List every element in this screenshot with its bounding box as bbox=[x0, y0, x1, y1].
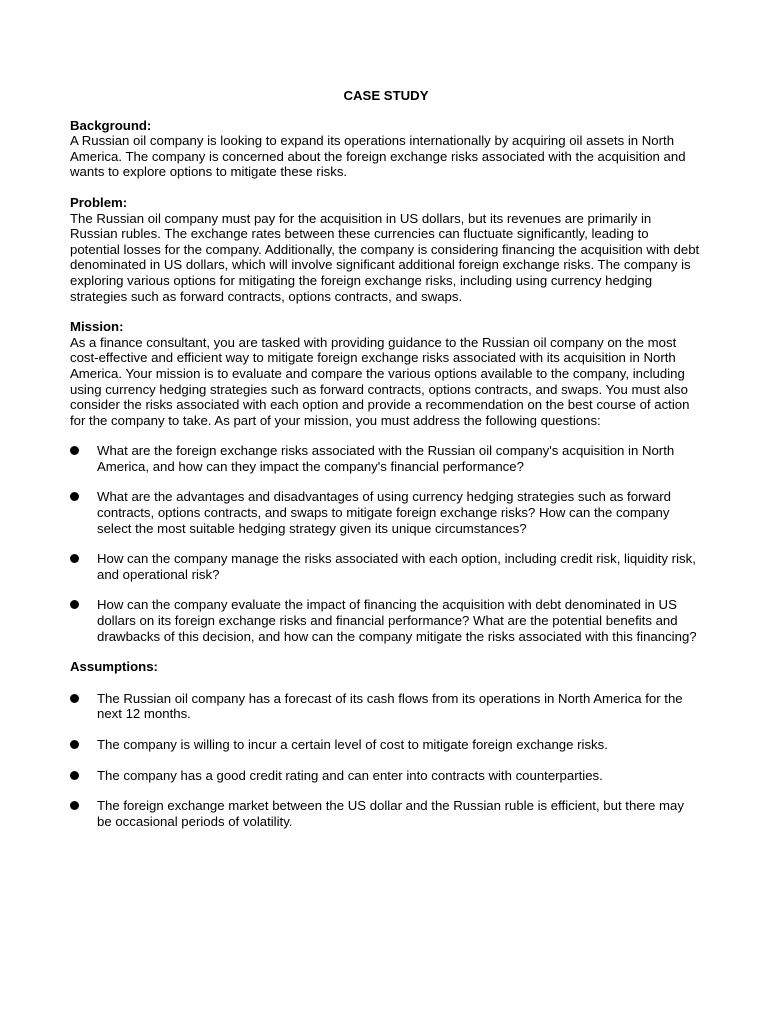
assumption-text: The company is willing to incur a certain level of cost to mitigate foreign exchange risks. bbox=[97, 737, 608, 752]
mission-questions-list bbox=[70, 443, 702, 644]
list-item bbox=[70, 691, 702, 722]
bullet-icon bbox=[70, 801, 79, 810]
bullet-icon bbox=[70, 740, 79, 749]
bullet-icon bbox=[70, 600, 79, 609]
problem-heading: Problem: bbox=[70, 194, 128, 210]
assumptions-list bbox=[70, 691, 702, 830]
assumptions-heading: Assumptions: bbox=[70, 659, 158, 675]
background-heading: Background: bbox=[70, 117, 152, 133]
list-item bbox=[70, 597, 702, 644]
list-item bbox=[70, 737, 702, 753]
assumption-text: The foreign exchange market between the US dollar and the Russian ruble is efficient, but there may be occasional periods of volatility. bbox=[97, 798, 684, 829]
list-item bbox=[70, 489, 702, 536]
background-text: A Russian oil company is looking to expand its operations internationally by acquiring oil assets in North America. The company is concerned about the foreign exchange risks associated with the acquisition and wants to explore options to mitigate these risks. bbox=[70, 133, 686, 180]
problem-section bbox=[70, 195, 702, 304]
question-text: What are the foreign exchange risks associated with the Russian oil company's acquisition in North America, and how can they impact the company's financial performance? bbox=[97, 443, 675, 474]
mission-section bbox=[70, 319, 702, 428]
list-item bbox=[70, 551, 702, 582]
list-item bbox=[70, 768, 702, 784]
assumption-text: The Russian oil company has a forecast of its cash flows from its operations in North America for the next 12 months. bbox=[97, 690, 683, 722]
bullet-icon bbox=[70, 771, 79, 780]
bullet-icon bbox=[70, 554, 79, 563]
question-text: How can the company evaluate the impact of financing the acquisition with debt denominated in US dollars on its foreign exchange risks and financial performance? What are the potential benefits and drawbacks of this decision, and how can the company mitigate the risks associated with this financing? bbox=[97, 597, 697, 644]
bullet-icon bbox=[70, 446, 79, 455]
mission-text: As a finance consultant, you are tasked with providing guidance to the Russian oil company on the most cost-effective and efficient way to mitigate foreign exchange risks associated with its acquisition in North America. Your mission is to evaluate and compare the various options available to the company, including using currency hedging strategies such as forward contracts, options contracts, and swaps. You must also consider the risks associated with each option and provide a recommendation on the best course of action for the company to take. As part of your mission, you must address the following questions: bbox=[70, 334, 690, 428]
bullet-icon bbox=[70, 694, 79, 703]
mission-heading: Mission: bbox=[70, 319, 124, 335]
list-item bbox=[70, 798, 702, 829]
background-section bbox=[70, 118, 702, 180]
problem-text: The Russian oil company must pay for the acquisition in US dollars, but its revenues are primarily in Russian rubles. The exchange rates between these currencies can fluctuate significantly, leading to potential losses for the company. Additionally, the company is considering financing the acquisition with debt denominated in US dollars, which will involve significant additional foreign exchange risks. The company is exploring various options for mitigating the foreign exchange risks, including using currency hedging strategies such as forward contracts, options contracts, and swaps. bbox=[70, 210, 700, 304]
document-title: CASE STUDY bbox=[343, 88, 429, 103]
question-text: What are the advantages and disadvantages of using currency hedging strategies such as forward contracts, options contracts, and swaps to mitigate foreign exchange risks? How can the company select the most suitable hedging strategy given its unique circumstances? bbox=[97, 489, 672, 536]
bullet-icon bbox=[70, 492, 79, 501]
assumption-text: The company has a good credit rating and can enter into contracts with counterparties. bbox=[97, 767, 603, 783]
question-text: How can the company manage the risks associated with each option, including credit risk, liquidity risk, and operational risk? bbox=[97, 551, 696, 582]
list-item bbox=[70, 443, 702, 474]
